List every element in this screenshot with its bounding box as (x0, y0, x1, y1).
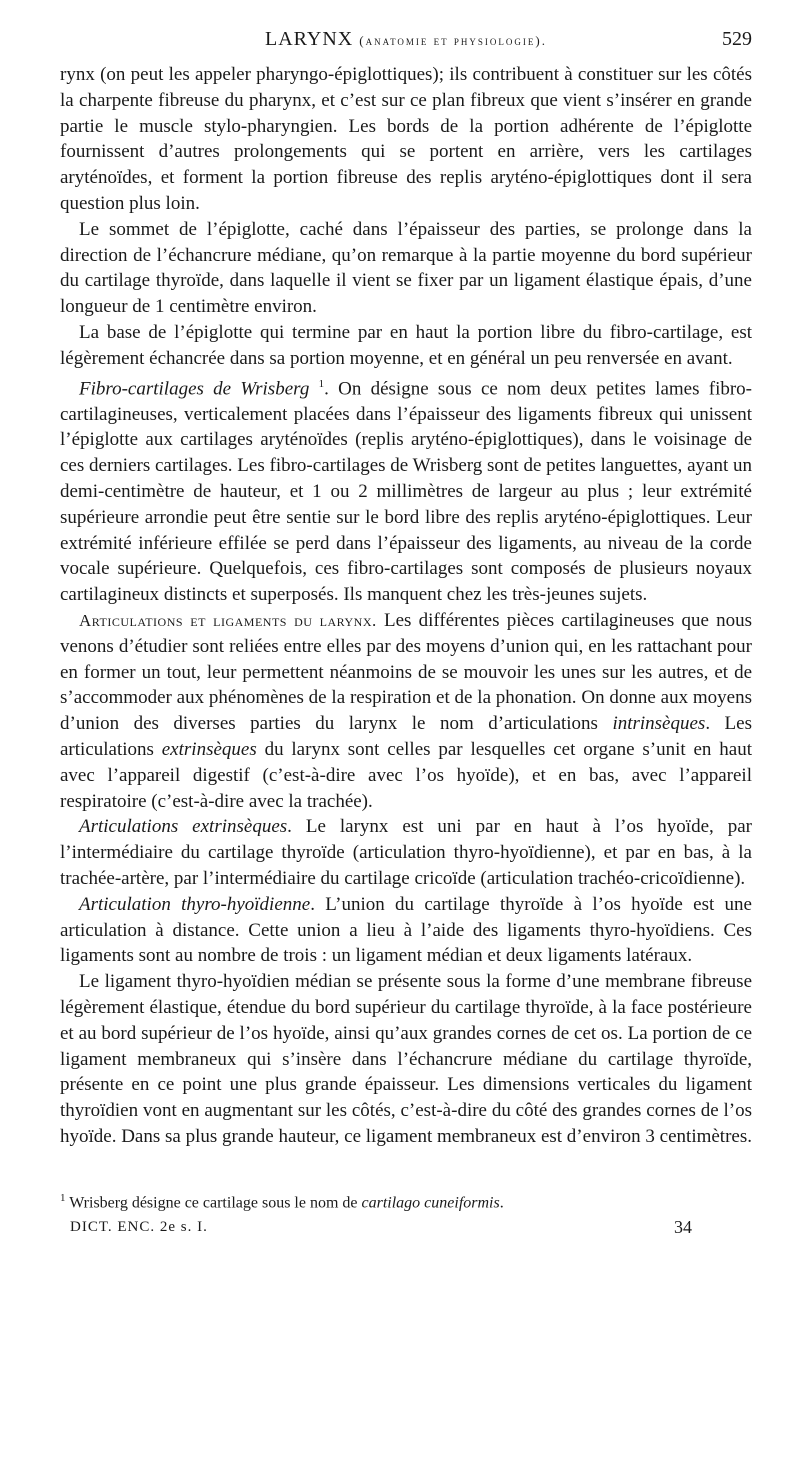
page (60, 28, 752, 1247)
footnote-ref: 1 (318, 377, 325, 390)
signature-label: DICT. ENC. 2e s. I. (70, 1219, 208, 1236)
running-header (60, 28, 752, 62)
paragraph-6: Articulations extrinsèques. Le larynx est uni par en haut à l’os hyoïde, par l’intermédiaire du cartilage thyroïde (articulation thyro-hyoïdienne), et par en bas, à la trachée-artère, par l’intermédiaire du cartilage cricoïde (articulation trachéo-cricoïdienne). (60, 816, 752, 890)
section-title-articulations: Articulations et ligaments du larynx. (79, 611, 377, 631)
paragraph-5: Articulations et ligaments du larynx. Les différentes pièces cartilagineuses que nous venons d’étudier sont reliées entre elles par des moyens d’union qui, en les rattachant pour en former un tout, leur permettent néanmoins de se mouvoir les unes sur les autres, et de s’accommoder aux phénomènes de la respiration et de la phonation. On donne aux moyens d’union des diverses parties du larynx le nom d’articulations intrinsèques. Les articulations extrinsèques du larynx sont celles par lesquelles cet organe s’unit en haut avec l’appareil digestif (c’est-à-dire avec l’os hyoïde), et en bas, avec l’appareil respiratoire (c’est-à-dire avec la trachée). (60, 610, 752, 812)
paragraph-8: Le ligament thyro-hyoïdien médian se présente sous la forme d’une membrane fibreuse légèrement élastique, étendue du bord supérieur du cartilage thyroïde, à la face postérieure et au bord supérieur de l’os hyoïde, ainsi qu’aux grandes cornes de cet os. La portion de ce ligament membraneux qui s’insère dans l’échancrure médiane du cartilage thyroïde, présente en ce point une plus grande épaisseur. Les dimensions verticales du ligament thyroïdien vont en augmentant sur les côtés, c’est-à-dire du côté des grandes cornes de l’os hyoïde. Dans sa plus grande hauteur, ce ligament membraneux est d’environ 3 centimètres. (60, 971, 752, 1147)
page-number: 529 (722, 28, 752, 50)
footnote (60, 1186, 752, 1215)
running-title-sub: (anatomie et physiologie). (359, 33, 547, 48)
paragraph-2: Le sommet de l’épiglotte, caché dans l’épaisseur des parties, se prolonge dans la direction de l’échancrure médiane, qu’on remarque à la partie moyenne du bord supérieur du cartilage thyroïde, dans laquelle il vient se fixer par un ligament élastique épais, d’une longueur de 1 centimètre environ. (60, 218, 752, 318)
running-title-main: LARYNX (265, 28, 354, 50)
paragraph-3: La base de l’épiglotte qui termine par en haut la portion libre du fibro-cartilage, est légèrement échancrée dans sa portion moyenne, et en général un peu renversée en avant. (60, 321, 752, 369)
signature-number: 34 (674, 1217, 692, 1238)
footnote-line: $^1$ Wrisberg désigne ce cartilage sous le nom de cartilago cuneiformis. (60, 1191, 504, 1212)
body-text (60, 62, 752, 1150)
section-title-extrinseques: Articulations extrinsèques (79, 816, 288, 838)
paragraph-1: rynx (on peut les appeler pharyngo-épiglottiques); ils contribuent à constituer sur les côtés la charpente fibreuse du pharynx, et c’est sur ce plan fibreux que vient s’insérer en grande partie le muscle stylo-pharyngien. Les bords de la portion adhérente de l’épiglotte fournissent d’autres prolongements qui se portent en arrière, vers les cartilages aryténoïdes, et forment la portion fibreuse des replis aryténo-épiglottiques dont il sera question plus loin. (60, 64, 752, 214)
footnote-mark: 1 (60, 1191, 66, 1204)
paragraph-7: Articulation thyro-hyoïdienne. L’union du cartilage thyroïde à l’os hyoïde est une articulation à distance. Cette union a lieu à l’aide des ligaments thyro-hyoïdiens. Ces ligaments sont au nombre de trois : un ligament médian et deux ligaments latéraux. (60, 893, 752, 967)
section-title-thyro-hyoidienne: Articulation thyro-hyoïdienne (79, 893, 311, 915)
section-title-wrisberg: Fibro-cartilages de Wrisberg (79, 377, 310, 399)
paragraph-4: Fibro-cartilages de Wrisberg $^1$. On désigne sous ce nom deux petites lames fibro-cartilagineuses, verticalement placées dans l’épaisseur des ligaments fibreux qui unissent l’épiglotte aux cartilages aryténoïdes (replis aryténo-épiglottiques), dans le voisinage de ces derniers cartilages. Les fibro-cartilages de Wrisberg sont de petites languettes, ayant un demi-centimètre de hauteur, et 1 ou 2 millimètres de largeur au plus ; leur extrémité supérieure arrondie peut être sentie sur le bord libre des replis aryténo-épiglottiques. Leur extrémité inférieure effilée se perd dans l’épaisseur des ligaments, au niveau de la corde vocale supérieure. Quelquefois, ces fibro-cartilages sont composés de plusieurs noyaux cartilagineux distincts et superposés. Ils manquent chez les très-jeunes sujets. (60, 377, 753, 606)
running-title (60, 28, 752, 51)
printer-signature (60, 1217, 752, 1247)
